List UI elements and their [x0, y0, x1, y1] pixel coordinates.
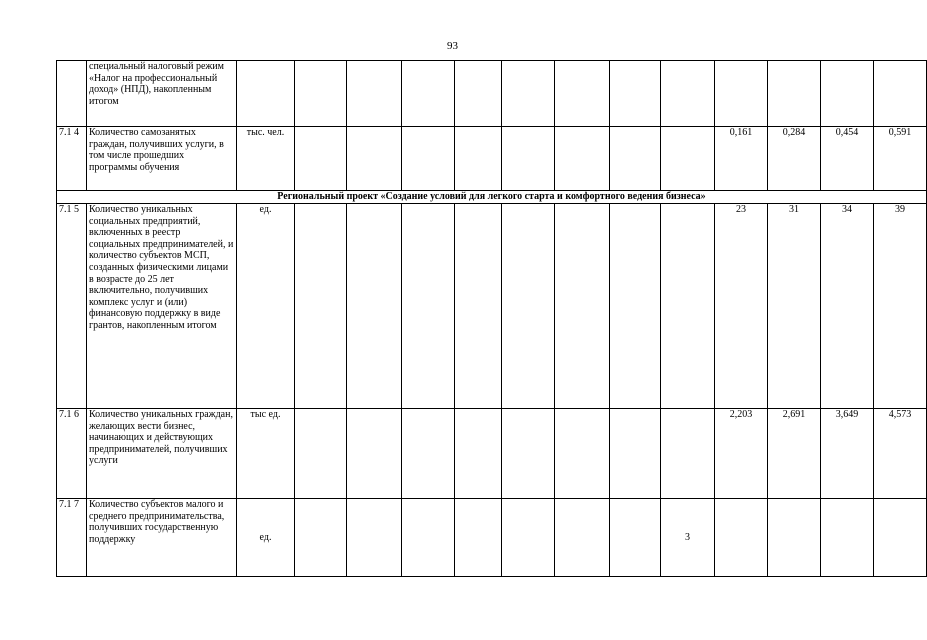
- table-row: [57, 204, 927, 409]
- row-number: 7.1 5: [57, 204, 87, 409]
- value-cell: [610, 499, 661, 577]
- value-cell: 23: [715, 204, 768, 409]
- value-cell: [821, 499, 874, 577]
- value-cell: [402, 61, 455, 127]
- value-cell: [295, 499, 347, 577]
- value-cell: [295, 61, 347, 127]
- value-cell: [874, 499, 927, 577]
- value-cell: [555, 409, 610, 499]
- unit-cell: ед.: [237, 499, 295, 577]
- value-cell: [502, 204, 555, 409]
- value-cell: 0,454: [821, 127, 874, 191]
- section-header-row: [57, 191, 927, 204]
- value-cell: [555, 127, 610, 191]
- value-cell: [455, 204, 502, 409]
- value-cell: [455, 499, 502, 577]
- value-cell: [661, 61, 715, 127]
- value-cell: 3: [661, 499, 715, 577]
- value-cell: [402, 127, 455, 191]
- value-cell: 39: [874, 204, 927, 409]
- unit-cell: [237, 61, 295, 127]
- value-cell: [610, 127, 661, 191]
- value-cell: [555, 499, 610, 577]
- value-cell: [455, 61, 502, 127]
- indicators-table: [56, 60, 927, 577]
- value-cell: 4,573: [874, 409, 927, 499]
- unit-cell: ед.: [237, 204, 295, 409]
- row-number: 7.1 6: [57, 409, 87, 499]
- value-cell: [715, 499, 768, 577]
- unit-cell: тыс. чел.: [237, 127, 295, 191]
- indicator-name: Количество субъектов малого и среднего предпринимательства, получивших государственную поддержку: [87, 499, 237, 577]
- value-cell: 34: [821, 204, 874, 409]
- value-cell: 31: [768, 204, 821, 409]
- value-cell: [402, 409, 455, 499]
- page-number: 93: [447, 40, 458, 52]
- value-cell: [295, 127, 347, 191]
- indicator-name: Количество самозанятых граждан, получивших услуги, в том числе прошедших программы обучения: [87, 127, 237, 191]
- value-cell: [347, 499, 402, 577]
- value-cell: [455, 127, 502, 191]
- value-cell: [661, 409, 715, 499]
- value-cell: [768, 499, 821, 577]
- value-cell: [402, 499, 455, 577]
- unit-cell: тыс ед.: [237, 409, 295, 499]
- value-cell: [502, 127, 555, 191]
- indicator-name: Количество уникальных граждан, желающих вести бизнес, начинающих и действующих предпринимателей, получивших услуги: [87, 409, 237, 499]
- value-cell: [502, 61, 555, 127]
- value-cell: [661, 204, 715, 409]
- value-cell: 2,691: [768, 409, 821, 499]
- table-row: [57, 409, 927, 499]
- value-cell: [874, 61, 927, 127]
- row-number: 7.1 4: [57, 127, 87, 191]
- table-row: [57, 499, 927, 577]
- table-row: [57, 127, 927, 191]
- value-cell: [610, 204, 661, 409]
- value-cell: [610, 409, 661, 499]
- value-cell: [347, 61, 402, 127]
- value-cell: [555, 204, 610, 409]
- value-cell: 0,284: [768, 127, 821, 191]
- value-cell: [555, 61, 610, 127]
- value-cell: [347, 204, 402, 409]
- value-cell: 2,203: [715, 409, 768, 499]
- value-cell: 0,161: [715, 127, 768, 191]
- table-row: [57, 61, 927, 127]
- value-cell: [402, 204, 455, 409]
- value-cell: [661, 127, 715, 191]
- value-cell: [610, 61, 661, 127]
- value-cell: [821, 61, 874, 127]
- value-cell: [502, 499, 555, 577]
- value-cell: [502, 409, 555, 499]
- row-number: [57, 61, 87, 127]
- value-cell: 0,591: [874, 127, 927, 191]
- value-cell: [347, 127, 402, 191]
- row-number: 7.1 7: [57, 499, 87, 577]
- indicator-name: Количество уникальных социальных предприятий, включенных в реестр социальных предпринимателей, и количество субъектов МСП, созданных физическими лицами в возрасте до 25 лет включительно, получивших комплекс услуг и (или) финансовую поддержку в виде грантов, накопленным итогом: [87, 204, 237, 409]
- value-cell: [455, 409, 502, 499]
- value-cell: 3,649: [821, 409, 874, 499]
- indicator-name: специальный налоговый режим «Налог на профессиональный доход» (НПД), накопленным итогом: [87, 61, 237, 127]
- value-cell: [715, 61, 768, 127]
- section-header: Региональный проект «Создание условий для легкого старта и комфортного ведения бизнеса»: [57, 191, 927, 204]
- value-cell: [347, 409, 402, 499]
- value-cell: [295, 409, 347, 499]
- value-cell: [295, 204, 347, 409]
- value-cell: [768, 61, 821, 127]
